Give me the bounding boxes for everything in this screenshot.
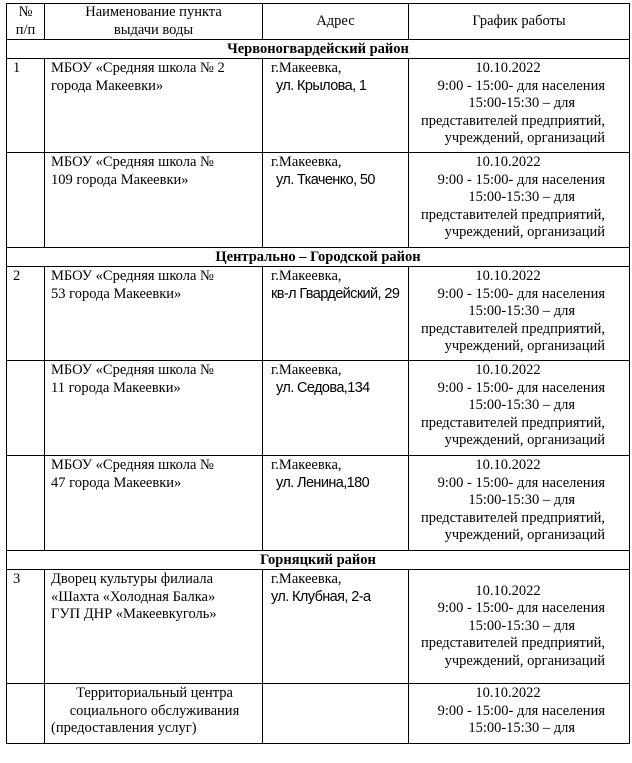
row-address: г.Макеевка, ул. Ленина,180 <box>263 456 409 551</box>
document-page <box>6 3 629 744</box>
table-row <box>7 153 630 248</box>
table-row <box>7 361 630 456</box>
row-schedule: 10.10.2022 9:00 - 15:00- для населения 15:00-15:30 – для представителей предприятий, учреждений, организаций <box>409 267 630 361</box>
district-title: Центрально – Городской район <box>7 248 630 267</box>
district-row <box>7 40 630 59</box>
table-row <box>7 267 630 361</box>
row-num <box>7 684 45 744</box>
district-row <box>7 248 630 267</box>
header-name: Наименование пункта выдачи воды <box>45 4 263 40</box>
row-name: МБОУ «Средняя школа № 2 города Макеевки» <box>45 59 263 153</box>
table-row <box>7 59 630 153</box>
table-row <box>7 456 630 551</box>
row-name: Территориальный центра социального обслуживания (предоставления услуг) <box>45 684 263 744</box>
row-num: 2 <box>7 267 45 361</box>
row-num <box>7 456 45 551</box>
water-distribution-table <box>6 3 630 744</box>
table-header-row <box>7 4 630 40</box>
header-schedule: График работы <box>409 4 630 40</box>
row-name: МБОУ «Средняя школа № 109 города Макеевки» <box>45 153 263 248</box>
header-num: № п/п <box>7 4 45 40</box>
row-num <box>7 361 45 456</box>
row-name: МБОУ «Средняя школа № 53 города Макеевки» <box>45 267 263 361</box>
row-address: г.Макеевка, ул. Ткаченко, 50 <box>263 153 409 248</box>
table-row <box>7 684 630 744</box>
district-title: Червоногвардейский район <box>7 40 630 59</box>
row-schedule: 10.10.2022 9:00 - 15:00- для населения 15:00-15:30 – для представителей предприятий, учреждений, организаций <box>409 456 630 551</box>
row-address <box>263 684 409 744</box>
header-address: Адрес <box>263 4 409 40</box>
row-name: МБОУ «Средняя школа № 11 города Макеевки» <box>45 361 263 456</box>
table-row <box>7 570 630 684</box>
row-num: 3 <box>7 570 45 684</box>
row-schedule: 10.10.2022 9:00 - 15:00- для населения 15:00-15:30 – для представителей предприятий, учреждений, организаций <box>409 59 630 153</box>
district-title: Горняцкий район <box>7 551 630 570</box>
row-schedule: 10.10.2022 9:00 - 15:00- для населения 15:00-15:30 – для представителей предприятий, учреждений, организаций <box>409 570 630 684</box>
row-num <box>7 153 45 248</box>
row-schedule: 10.10.2022 9:00 - 15:00- для населения 15:00-15:30 – для <box>409 684 630 744</box>
row-address: г.Макеевка, ул. Седова,134 <box>263 361 409 456</box>
district-row <box>7 551 630 570</box>
row-name: МБОУ «Средняя школа № 47 города Макеевки» <box>45 456 263 551</box>
row-address: г.Макеевка, ул. Клубная, 2-а <box>263 570 409 684</box>
row-address: г.Макеевка, кв-л Гвардейский, 29 <box>263 267 409 361</box>
row-schedule: 10.10.2022 9:00 - 15:00- для населения 15:00-15:30 – для представителей предприятий, учреждений, организаций <box>409 153 630 248</box>
row-schedule: 10.10.2022 9:00 - 15:00- для населения 15:00-15:30 – для представителей предприятий, учреждений, организаций <box>409 361 630 456</box>
row-num: 1 <box>7 59 45 153</box>
row-address: г.Макеевка, ул. Крылова, 1 <box>263 59 409 153</box>
row-name: Дворец культуры филиала «Шахта «Холодная Балка» ГУП ДНР «Макеевкуголь» <box>45 570 263 684</box>
